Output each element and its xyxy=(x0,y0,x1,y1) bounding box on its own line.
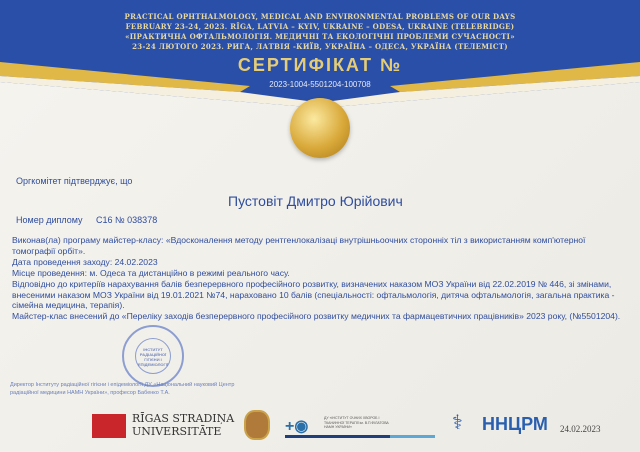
caduceus-icon: ⚕ xyxy=(452,412,463,434)
rsu-name-1: RĪGAS STRADIŅA xyxy=(132,412,235,425)
issue-date: 24.02.2023 xyxy=(560,424,601,434)
nncrm-logo: ННЦРМ xyxy=(482,414,548,434)
emblem-logo-icon xyxy=(244,410,270,440)
rsu-logo-text xyxy=(132,412,234,438)
confirm-text: Оргкомітет підтверджує, що xyxy=(16,176,133,186)
official-stamp xyxy=(122,325,184,387)
header-line-3: «ПРАКТИЧНА ОФТАЛЬМОЛОГІЯ. МЕДИЧНІ ТА ЕКОЛОГІЧНІ ПРОБЛЕМИ СУЧАСНОСТІ» xyxy=(125,32,515,41)
header-line-1: PRACTICAL OPHTHALMOLOGY, MEDICAL AND ENVIRONMENTAL PROBLEMS OF OUR DAYS xyxy=(124,12,516,21)
rsu-logo-icon xyxy=(92,414,126,438)
filatov-bar xyxy=(285,435,435,438)
registry-text: Майстер-клас внесений до «Переліку заходів безперервного професійного розвитку медичних та фармацевтичних працівників» 2023 року, (№5501204). xyxy=(12,311,621,322)
certificate-body xyxy=(12,235,627,322)
gold-medal-icon xyxy=(290,98,350,158)
header-line-2: FEBRUARY 23-24, 2023. RĪGA, LATVIA – KYIV, UKRAINE – ODESA, UKRAINE (TELEBRIDGE) xyxy=(125,22,515,31)
diploma-label: Номер диплому xyxy=(16,215,83,225)
header-line-4: 23-24 ЛЮТОГО 2023. РИГА, ЛАТВІЯ -КИЇВ, УКРАЇНА – ОДЕСА, УКРАЇНА (ТЕЛЕМІСТ) xyxy=(132,42,508,51)
program-text: Виконав(ла) програму майстер-класу: «Вдосконалення методу рентгенлокалізаці внутрішньоочних сторонніх тіл з використанням комп'ютерної томографії орбіт». xyxy=(12,235,586,256)
signature-caption: Директор Інституту радіаційної гігієни і епідеміології ДУ «Національний науковий Центр радіаційної медицини НАМН України», професор Бабенко Т.А. xyxy=(10,382,235,396)
rsu-name-2: UNIVERSITĀTE xyxy=(132,425,222,438)
event-date: Дата проведення заходу: 24.02.2023 xyxy=(12,256,158,267)
recipient-name: Пустовіт Дмитро Юрійович xyxy=(228,193,403,209)
eye-logo-icon: +◉ xyxy=(285,418,309,435)
filatov-institute-name: ДУ «ІНСТИТУТ ОЧНИХ ХВОРОБ І ТКАНИННОЇ ТЕРАПІЇ ім. В.П.ФІЛАТОВА НАМН УКРАЇНИ» xyxy=(324,416,389,429)
event-place: Місце проведення: м. Одеса та дистанційно в режимі реального часу. xyxy=(12,267,290,278)
diploma-value: C16 № 038378 xyxy=(96,215,158,225)
certificate-title: СЕРТИФІКАТ № xyxy=(237,55,403,75)
certificate-number: 2023-1004-5501204-100708 xyxy=(269,80,371,89)
points-text: Відповідно до критеріїв нарахування балів безперервного професійного розвитку, визначених наказом МОЗ України від 22.02.2019 № 446, зі змінами, внесеними наказом МОЗ України від 19.01.2021 №74, нараховано 10 балів (спеціальності: офтальмологія, дитяча офтальмологія, загальна практика - сімейна медицина, терапія). xyxy=(12,278,615,311)
stamp-text: ІНСТИТУТ РАДІАЦІЙНОЇ ГІГІЄНИ І ЕПІДЕМІОЛОГІЇ xyxy=(135,338,171,374)
